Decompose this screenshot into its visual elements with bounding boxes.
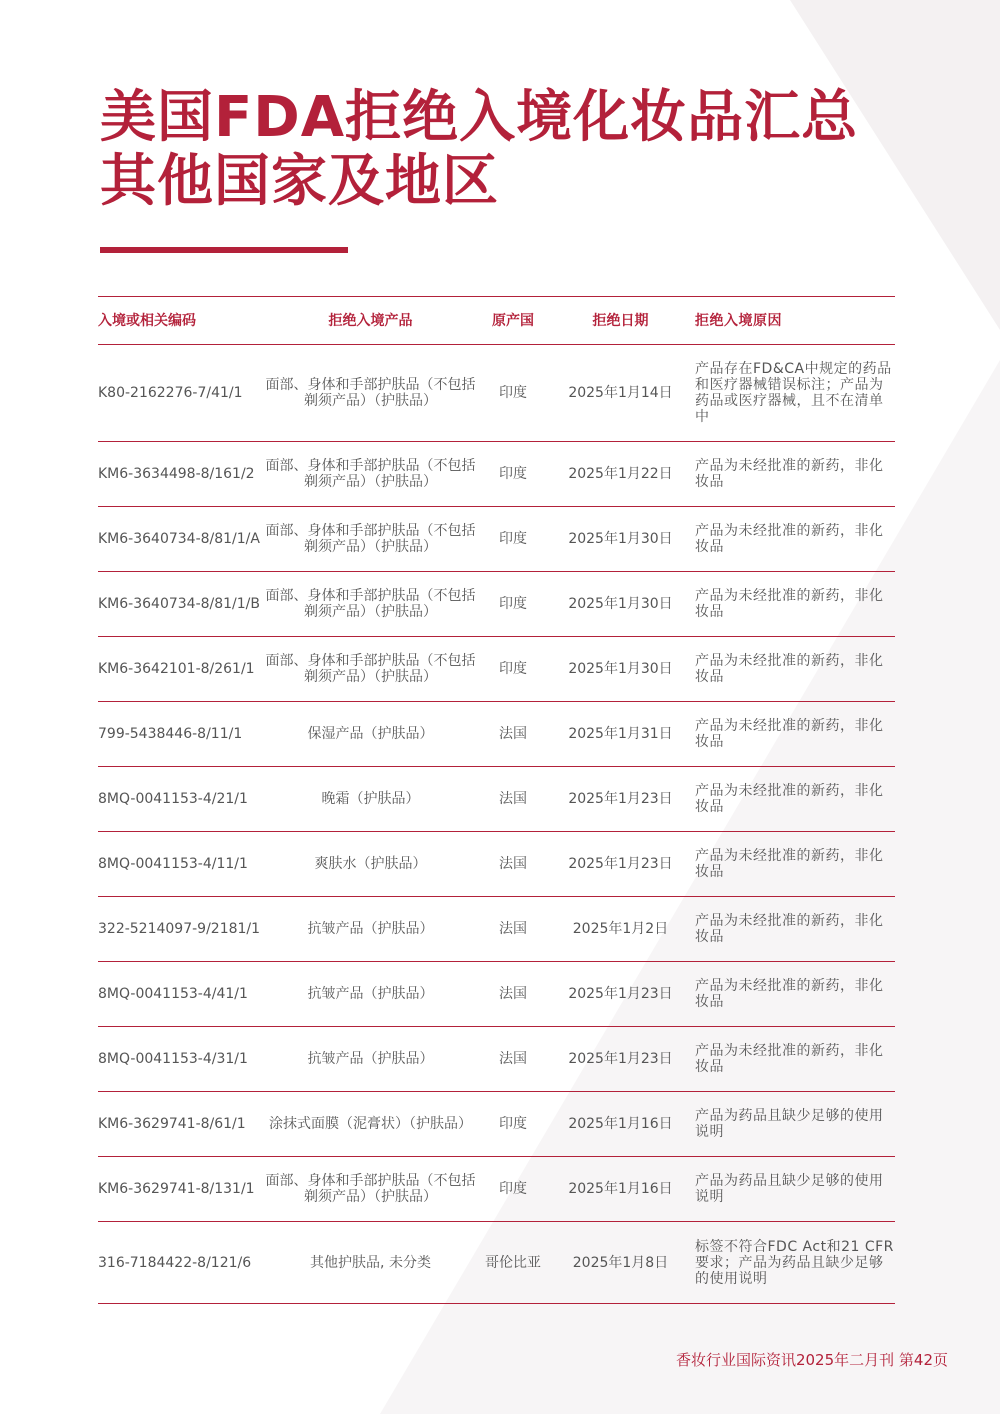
- table-row: [98, 637, 895, 702]
- cell-product: 面部、身体和手部护肤品（不包括剃须产品）（护肤品）: [265, 1173, 476, 1205]
- table-row: [98, 345, 895, 442]
- cell-date: 2025年1月22日: [568, 466, 673, 482]
- cell-reason: 产品为药品且缺少足够的使用说明: [695, 1173, 884, 1205]
- cell-code: K80-2162276-7/41/1: [98, 385, 243, 401]
- cell-product: 抗皱产品（护肤品）: [307, 1051, 434, 1067]
- cell-code: 8MQ-0041153-4/21/1: [98, 791, 248, 807]
- cell-country: 印度: [499, 1181, 527, 1197]
- table-row: [98, 507, 895, 572]
- cell-reason: 产品为未经批准的新药，非化妆品: [695, 783, 884, 815]
- cell-code: 8MQ-0041153-4/11/1: [98, 856, 248, 872]
- cell-date: 2025年1月8日: [572, 1254, 669, 1271]
- rejection-table: [98, 296, 895, 1304]
- header-reason: 拒绝入境原因: [695, 312, 782, 329]
- cell-code: KM6-3642101-8/261/1: [98, 661, 255, 677]
- cell-product: 面部、身体和手部护肤品（不包括剃须产品）（护肤品）: [265, 653, 476, 685]
- cell-product: 爽肤水（护肤品）: [314, 856, 427, 872]
- table-row: [98, 572, 895, 637]
- cell-reason: 产品为未经批准的新药，非化妆品: [695, 978, 884, 1010]
- cell-date: 2025年1月2日: [572, 921, 669, 937]
- cell-country: 印度: [499, 596, 527, 612]
- cell-code: KM6-3629741-8/61/1: [98, 1116, 246, 1132]
- header-product: 拒绝入境产品: [328, 312, 413, 329]
- header-country: 原产国: [492, 312, 534, 329]
- table-row: [98, 442, 895, 507]
- cell-code: 8MQ-0041153-4/31/1: [98, 1051, 248, 1067]
- table-body: [98, 345, 895, 1304]
- cell-reason: 产品为未经批准的新药，非化妆品: [695, 1043, 884, 1075]
- cell-product: 抗皱产品（护肤品）: [307, 921, 434, 937]
- cell-date: 2025年1月23日: [568, 856, 673, 872]
- cell-country: 印度: [499, 661, 527, 677]
- table-row: [98, 832, 895, 897]
- cell-country: 印度: [499, 466, 527, 482]
- cell-product: 抗皱产品（护肤品）: [307, 986, 434, 1002]
- page-title-line-2: 其他国家及地区: [100, 149, 499, 214]
- cell-reason: 产品为未经批准的新药，非化妆品: [695, 653, 884, 685]
- cell-country: 法国: [499, 921, 527, 937]
- cell-date: 2025年1月23日: [568, 791, 673, 807]
- header-date: 拒绝日期: [592, 312, 649, 329]
- cell-country: 法国: [499, 726, 527, 742]
- cell-date: 2025年1月23日: [568, 1051, 673, 1067]
- cell-code: KM6-3634498-8/161/2: [98, 466, 255, 482]
- cell-country: 哥伦比亚: [485, 1254, 541, 1271]
- table-row: [98, 962, 895, 1027]
- cell-date: 2025年1月30日: [568, 661, 673, 677]
- cell-country: 法国: [499, 856, 527, 872]
- header-code: 入境或相关编码: [98, 312, 196, 329]
- cell-date: 2025年1月30日: [568, 596, 673, 612]
- cell-product: 保湿产品（护肤品）: [307, 726, 434, 742]
- cell-code: KM6-3629741-8/131/1: [98, 1181, 255, 1197]
- cell-country: 法国: [499, 791, 527, 807]
- cell-date: 2025年1月16日: [568, 1116, 673, 1132]
- page-title-line-1: 美国FDA拒绝入境化妆品汇总: [100, 85, 859, 150]
- table-row: [98, 702, 895, 767]
- cell-reason: 产品为药品且缺少足够的使用说明: [695, 1108, 884, 1140]
- page-title: [100, 86, 858, 214]
- cell-country: 印度: [499, 1116, 527, 1132]
- cell-reason: 产品为未经批准的新药，非化妆品: [695, 718, 884, 750]
- cell-country: 法国: [499, 1051, 527, 1067]
- cell-product: 其他护肤品, 未分类: [310, 1254, 431, 1271]
- cell-date: 2025年1月14日: [568, 385, 673, 401]
- cell-country: 印度: [499, 385, 527, 401]
- cell-code: KM6-3640734-8/81/1/A: [98, 531, 260, 547]
- cell-code: 799-5438446-8/11/1: [98, 726, 243, 742]
- cell-product: 面部、身体和手部护肤品（不包括剃须产品）（护肤品）: [265, 523, 476, 555]
- cell-date: 2025年1月31日: [568, 726, 673, 742]
- table-header-row: [98, 297, 895, 345]
- cell-date: 2025年1月30日: [568, 531, 673, 547]
- cell-reason: 产品为未经批准的新药，非化妆品: [695, 588, 884, 620]
- cell-reason: 产品为未经批准的新药，非化妆品: [695, 523, 884, 555]
- cell-country: 法国: [499, 986, 527, 1002]
- cell-product: 涂抹式面膜（泥膏状）（护肤品）: [269, 1116, 472, 1132]
- cell-reason: 产品为未经批准的新药，非化妆品: [695, 848, 884, 880]
- table-row: [98, 897, 895, 962]
- table-row: [98, 1157, 895, 1222]
- cell-code: KM6-3640734-8/81/1/B: [98, 596, 261, 612]
- title-underline: [100, 247, 348, 253]
- table-row: [98, 1222, 895, 1304]
- page-footer: 香妆行业国际资讯2025年二月刊 第42页: [675, 1351, 948, 1369]
- cell-reason: 标签不符合FDC Act和21 CFR要求；产品为药品且缺少足够的使用说明: [695, 1238, 894, 1287]
- cell-country: 印度: [499, 531, 527, 547]
- cell-product: 晚霜（护肤品）: [321, 791, 420, 807]
- cell-date: 2025年1月23日: [568, 986, 673, 1002]
- cell-code: 8MQ-0041153-4/41/1: [98, 986, 248, 1002]
- cell-code: 316-7184422-8/121/6: [98, 1254, 252, 1271]
- cell-date: 2025年1月16日: [568, 1181, 673, 1197]
- cell-product: 面部、身体和手部护肤品（不包括剃须产品）（护肤品）: [265, 588, 476, 620]
- cell-product: 面部、身体和手部护肤品（不包括剃须产品）（护肤品）: [265, 377, 476, 409]
- cell-reason: 产品为未经批准的新药，非化妆品: [695, 913, 884, 945]
- cell-reason: 产品为未经批准的新药，非化妆品: [695, 458, 884, 490]
- cell-code: 322-5214097-9/2181/1: [98, 921, 261, 937]
- cell-product: 面部、身体和手部护肤品（不包括剃须产品）（护肤品）: [265, 458, 476, 490]
- table-row: [98, 1092, 895, 1157]
- cell-reason: 产品存在FD&CA中规定的药品和医疗器械错误标注；产品为药品或医疗器械，且不在清单中: [695, 361, 892, 425]
- table-row: [98, 767, 895, 832]
- table-row: [98, 1027, 895, 1092]
